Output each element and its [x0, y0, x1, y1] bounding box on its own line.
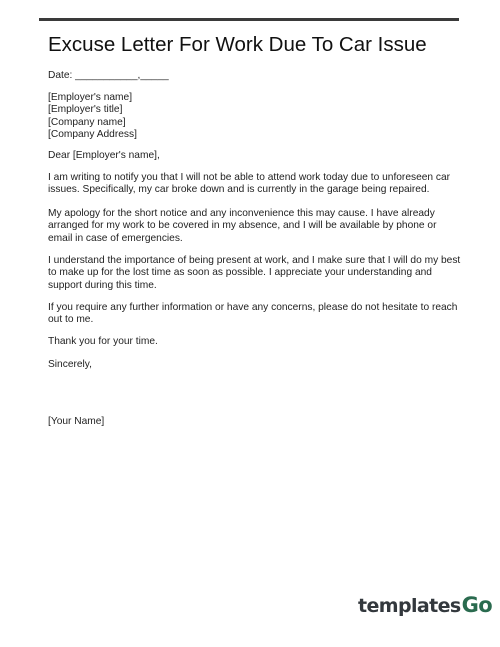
- paragraph-reason: I am writing to notify you that I will not be able to attend work today due to unforeseen car issues. Specifically, my car broke down and is currently in the garage being repaired.: [48, 172, 451, 196]
- logo-text-accent: Go: [461, 593, 493, 617]
- document-title: Excuse Letter For Work Due To Car Issue: [48, 33, 427, 56]
- recipient-name: [Employer's name]: [48, 92, 133, 103]
- date-line: Date: ___________,_____: [48, 70, 169, 81]
- top-divider: [39, 18, 459, 21]
- recipient-address: [Company Address]: [48, 129, 137, 141]
- logo-text-main: templates: [358, 595, 461, 617]
- closing-line: Sincerely,: [48, 359, 92, 370]
- thanks-line: Thank you for your time.: [48, 336, 158, 347]
- salutation: Dear [Employer's name],: [48, 150, 160, 161]
- templatesgo-logo: [358, 593, 492, 623]
- paragraph-apology: My apology for the short notice and any inconvenience this may cause. I have already arranged for my work to be covered in my absence, and I will be available by phone or email in case of emergencies.: [48, 208, 437, 244]
- paragraph-commitment: I understand the importance of being present at work, and I make sure that I will do my best to make up for the lost time as soon as possible. I appreciate your understanding and support during this time.: [48, 255, 461, 291]
- signature-placeholder: [Your Name]: [48, 416, 105, 427]
- recipient-company: [Company name]: [48, 116, 126, 128]
- paragraph-contact: If you require any further information or have any concerns, please do not hesitate to reach out to me.: [48, 302, 458, 326]
- recipient-title: [Employer's title]: [48, 104, 123, 116]
- recipient-address-block: [48, 92, 463, 142]
